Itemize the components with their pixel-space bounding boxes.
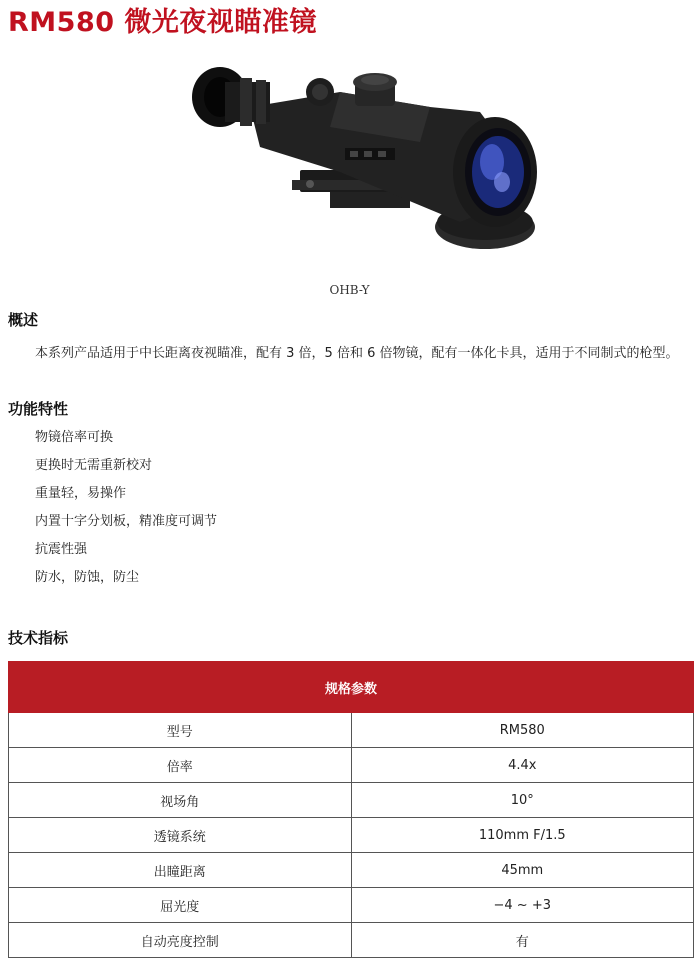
feature-item: 防水，防蚀，防尘 (35, 570, 140, 585)
page-title: RM580 微光夜视瞄准镜 (8, 7, 317, 38)
table-row (9, 923, 694, 958)
spec-table (8, 661, 694, 958)
spec-label: 视场角 (9, 783, 352, 818)
specs-heading: 技术指标 (8, 629, 69, 647)
overview-text: 本系列产品适用于中长距离夜视瞄准，配有 3 倍，5 倍和 6 倍物镜，配有一体化卡具，适用于不同制式的枪型。 (35, 346, 679, 361)
spec-value: 4.4x (351, 748, 694, 783)
spec-label: 透镜系统 (9, 818, 352, 853)
table-row (9, 713, 694, 748)
overview-heading: 概述 (8, 311, 39, 329)
spec-label: 自动亮度控制 (9, 923, 352, 958)
spec-label: 倍率 (9, 748, 352, 783)
table-row (9, 783, 694, 818)
spec-label: 出瞳距离 (9, 853, 352, 888)
spec-value: 有 (351, 923, 694, 958)
image-caption: OHB-Y (329, 283, 370, 297)
spec-label: 屈光度 (9, 888, 352, 923)
table-row (9, 853, 694, 888)
feature-item: 重量轻，易操作 (35, 486, 127, 501)
feature-item: 内置十字分划板，精准度可调节 (35, 514, 218, 529)
feature-item: 更换时无需重新校对 (35, 458, 153, 473)
feature-list (35, 428, 217, 596)
table-row (9, 818, 694, 853)
feature-item: 抗震性强 (35, 542, 88, 557)
spec-value: 10° (351, 783, 694, 818)
table-row (9, 888, 694, 923)
spec-value: −4 ~ +3 (351, 888, 694, 923)
spec-label: 型号 (9, 713, 352, 748)
feature-item: 物镜倍率可换 (35, 430, 114, 445)
spec-value: 110mm F/1.5 (351, 818, 694, 853)
night-vision-scope-image (180, 52, 552, 270)
spec-value: 45mm (351, 853, 694, 888)
table-row (9, 748, 694, 783)
features-heading: 功能特性 (8, 400, 69, 418)
spec-value: RM580 (351, 713, 694, 748)
spec-table-header: 规格参数 (9, 662, 694, 713)
